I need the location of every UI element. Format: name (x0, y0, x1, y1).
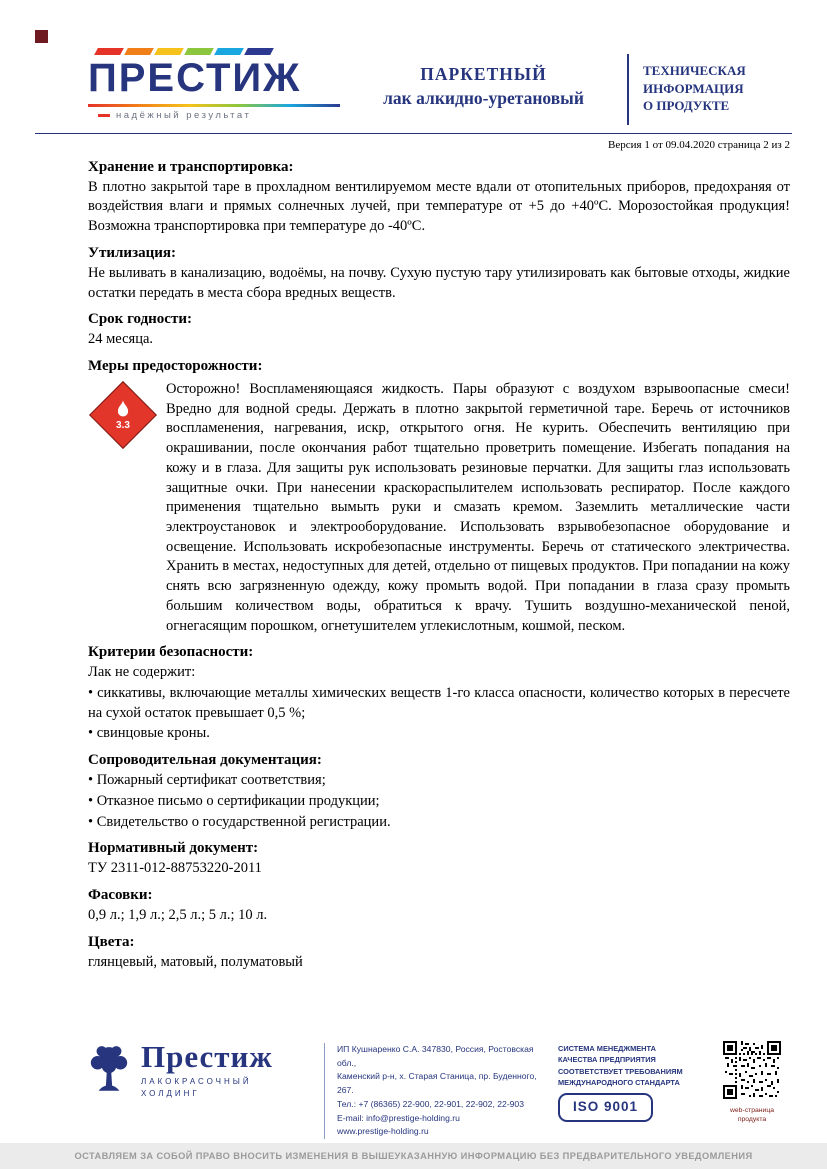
product-subtitle: лак алкидно-уретановый (383, 88, 584, 108)
logo-gradient-underline (88, 104, 340, 107)
bullet-item: • сиккативы, включающие металлы химических веществ 1-го класса опасности, количество которых в пересчете на сухой остаток превышает 0,5 %; (88, 685, 790, 721)
header (0, 0, 827, 125)
section-text: В плотно закрытой таре в прохладном вентилируемом месте вдали от отопительных приборов, предохраняя от воздействия влаги и прямых солнечных лучей, при температуре от +5 до +40ºС. Морозостойкая продукция! Возможна транспортировка при температуре до -40ºС. (88, 178, 790, 235)
email-line: E-mail: info@prestige-holding.ru (337, 1112, 460, 1123)
address-line: Каменский р-н, х. Старая Станица, пр. Буденного, 267. (337, 1071, 537, 1095)
section-safety-criteria (88, 644, 790, 744)
bullet-item: • Пожарный сертификат соответствия; (88, 772, 326, 789)
section-heading: Хранение и транспортировка: (88, 158, 294, 175)
brand-logo (88, 48, 340, 121)
qr-code-icon (723, 1041, 781, 1099)
flame-icon (115, 399, 132, 418)
company-contact-info (324, 1043, 542, 1139)
section-heading: Критерии безопасности: (88, 644, 254, 661)
section-precautions (88, 358, 790, 636)
product-title: ПАРКЕТНЫЙ (420, 64, 547, 84)
footer (0, 1038, 827, 1139)
brand-tagline-text: надёжный результат (116, 109, 252, 121)
footer-brand-name: Престиж (141, 1038, 273, 1074)
header-divider (35, 133, 792, 134)
section-heading: Утилизация: (88, 244, 177, 261)
bullet-item: • свинцовые кроны. (88, 725, 210, 742)
qr-caption: web-страница продукта (729, 1106, 775, 1123)
bullet-item: • Отказное письмо о сертификации продукции; (88, 792, 380, 809)
doc-type-line: ТЕХНИЧЕСКАЯ (643, 63, 746, 78)
product-header (340, 48, 627, 109)
iso-text-line: СИСТЕМА МЕНЕДЖМЕНТА (558, 1043, 656, 1053)
tagline-dash-icon (98, 114, 110, 117)
brand-name: ПРЕСТИЖ (88, 56, 302, 100)
section-heading: Фасовки: (88, 887, 153, 904)
section-normative (88, 840, 790, 879)
phone-line: Тел.: +7 (86365) 22-900, 22-901, 22-902, 22-903 (337, 1098, 524, 1109)
footer-logo (86, 1038, 308, 1100)
footer-brand-sub: ЛАКОКРАСОЧНЫЙ ХОЛДИНГ (141, 1076, 252, 1098)
section-colors (88, 934, 790, 973)
brand-tagline (88, 110, 340, 121)
section-shelf-life (88, 311, 790, 350)
hazard-class-number: 3.3 (116, 419, 130, 431)
doc-type-line: ИНФОРМАЦИЯ (643, 80, 744, 96)
flammable-liquid-hazard-icon (89, 381, 157, 449)
section-text: глянцевый, матовый, полуматовый (88, 953, 303, 970)
section-text: 0,9 л.; 1,9 л.; 2,5 л.; 5 л.; 10 л. (88, 907, 268, 924)
doc-type-label (627, 54, 791, 125)
tree-icon (86, 1043, 132, 1097)
qr-block (716, 1041, 788, 1124)
iso-9001-badge: ISO 9001 (558, 1093, 653, 1122)
logo-accent-stripes-icon (96, 48, 340, 55)
version-line: Версия 1 от 09.04.2020 страница 2 из 2 (608, 138, 790, 151)
iso-text-line: СООТВЕТСТВУЕТ ТРЕБОВАНИЯМ (558, 1066, 683, 1076)
iso-certification (558, 1043, 700, 1122)
section-heading: Срок годности: (88, 311, 192, 328)
section-text: Осторожно! Воспламеняющаяся жидкость. Пары образуют с воздухом взрывоопасные смеси! Вредно для водной среды. Держать в плотно закрытой герметичной таре. Беречь от источников воспламенения, нагревания, искр, открытого огня. Не курить. Обеспечить вентиляцию при окрашивании, после окончания работ тщательно проветрить помещение. Избегать попадания на кожу и в глаза. Для защиты рук использовать резиновые перчатки. Для защиты глаз использовать защитные очки. При нанесении краскораспылителем использовать респиратор. После каждого применения тщательно вымыть руки и смазать кремом. Заземлить металлические части электроустановок и электрооборудование. Использовать взрывобезопасное оборудование и освещение. Использовать искробезопасные инструменты. Беречь от статического электричества. Хранить в местах, недоступных для детей, отдельно от пищевых продуктов. При попадании на кожу снять всю загрязненную одежду, кожу промыть водой. При попадании в глаза сразу промыть большим количеством воды, обратиться к врачу. Тушить воздушно-механической пеной, огнегасящим порошком, огнетушителем углекислотным, кошмой, песком. (166, 380, 790, 634)
section-packaging (88, 887, 790, 926)
address-line: ИП Кушнаренко С.А. 347830, Россия, Ростовская обл., (337, 1043, 534, 1068)
disclaimer-text: ОСТАВЛЯЕМ ЗА СОБОЙ ПРАВО ВНОСИТЬ ИЗМЕНЕНИЯ В ВЫШЕУКАЗАННУЮ ИНФОРМАЦИЮ БЕЗ ПРЕДВАРИТЕЛЬНОГО УВЕДОМЛЕНИЯ (74, 1151, 753, 1161)
section-intro: Лак не содержит: (88, 664, 196, 681)
section-heading: Нормативный документ: (88, 840, 259, 857)
section-disposal (88, 245, 790, 303)
iso-text-line: КАЧЕСТВА ПРЕДПРИЯТИЯ (558, 1055, 656, 1065)
hazard-label (88, 380, 166, 439)
corner-mark (35, 30, 48, 43)
doc-type-line: О ПРОДУКТЕ (643, 98, 730, 114)
section-heading: Цвета: (88, 933, 135, 950)
document-body (0, 159, 827, 973)
section-storage (88, 159, 790, 237)
section-text: Не выливать в канализацию, водоёмы, на почву. Сухую пустую тару утилизировать как бытовые отходы, жидкие остатки передать в места сбора вредных веществ. (88, 264, 790, 301)
section-text: 24 месяца. (88, 331, 154, 348)
iso-text-line: МЕЖДУНАРОДНОГО СТАНДАРТА (558, 1078, 680, 1088)
disclaimer-bar (0, 1143, 827, 1169)
section-text: ТУ 2311-012-88753220-2011 (88, 860, 262, 877)
section-documents (88, 752, 790, 832)
section-heading: Меры предосторожности: (88, 357, 263, 374)
section-heading: Сопроводительная документация: (88, 752, 322, 769)
website-line: www.prestige-holding.ru (337, 1126, 429, 1137)
bullet-item: • Свидетельство о государственной регистрации. (88, 813, 391, 830)
